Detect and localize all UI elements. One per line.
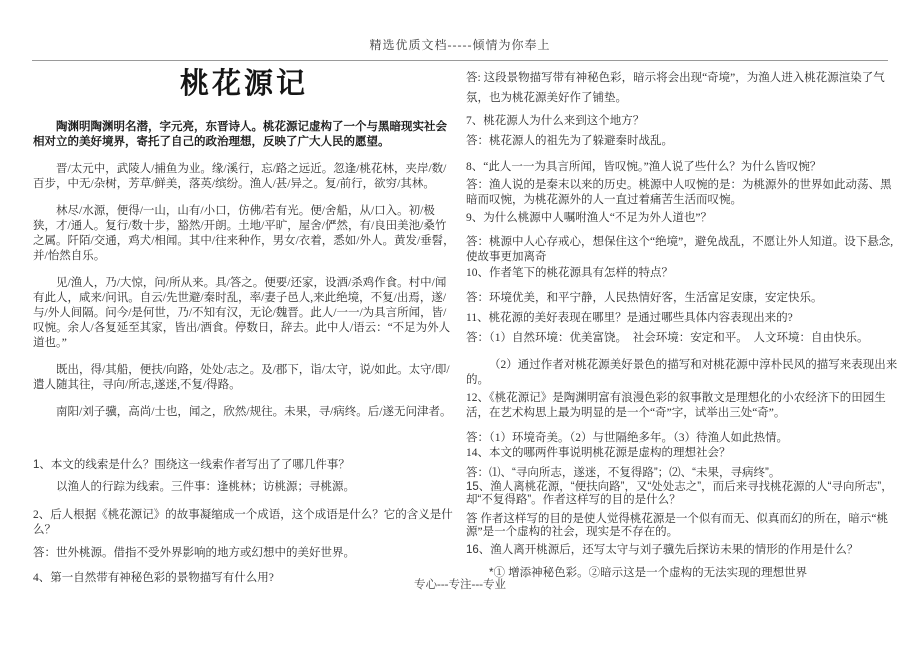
- qa-paragraph: 答：环境优美，和平宁静，人民热情好客，生活富足安康，安定快乐。: [466, 292, 823, 304]
- document-title: 桃花源记: [179, 68, 308, 100]
- qa-paragraph: 9、为什么桃源中人嘱咐渔人“不足为外人道也”？: [466, 212, 712, 224]
- qa-paragraph: 答: 这段景物描写带有神秘色彩，暗示将会出现“奇境”，为渔人进入桃花源渲染了气氛，也为桃花源美好作了铺垫。: [466, 72, 885, 104]
- qa-paragraph: 15、渔人离桃花源，“便扶向路”，又“处处志之”，而后来寻找桃花源的人“寻向所志”，却“不复得路”。作者这样写的目的是什么？: [466, 481, 893, 506]
- qa-paragraph: 答：桃花源人的祖先为了躲避秦时战乱。: [466, 135, 673, 147]
- header-divider: [32, 60, 888, 61]
- page-header: 精选优质文档-----倾情为你奉上: [369, 38, 551, 52]
- qa-paragraph: 2、后人根据《桃花源记》的故事凝缩成一个成语，这个成语是什么？它的含义是什么？: [33, 509, 453, 536]
- classical-text: [33, 162, 455, 420]
- right-column: [466, 62, 902, 581]
- left-column: [33, 62, 455, 586]
- qa-paragraph: 12、《桃花源记》是陶渊明富有浪漫色彩的叙事散文是理想化的小农经济下的田园生活，在艺术构思上最为明显的是一个“奇”字，试举出三处“奇”。: [466, 392, 886, 419]
- qa-paragraph: 7、桃花源人为什么来到这个地方？: [466, 115, 645, 127]
- qa-paragraph: 10、作者笔下的桃花源具有怎样的特点？: [466, 267, 673, 279]
- classical-paragraph: 既出，得/其船，便扶/向路，处处/志之。及/郡下，诣/太守，说/如此。太守/即/遣人随其往，寻向/所志,遂迷,不复/得路。: [33, 364, 450, 391]
- qa-paragraph: 11、桃花源的美好表现在哪里？是通过哪些具体内容表现出来的?: [466, 312, 793, 324]
- qa-paragraph: 答：渔人说的是秦末以来的历史。桃源中人叹惋的是：为桃源外的世界如此动荡、黑暗而叹惋，为桃花源外的人一直过着痛苦生活而叹惋。: [466, 179, 892, 206]
- qa-paragraph: 16、渔人离开桃源后，还写太守与刘子骥先后探访未果的情形的作用是什么？: [466, 544, 859, 556]
- qa-paragraph: 答：（1）自然环境：优美富饶。 社会环境：安定和平。 人文环境：自由快乐。: [466, 332, 869, 344]
- qa-paragraph: 14、本文的哪两件事说明桃花源是虚构的理想社会？: [466, 447, 731, 459]
- qa-paragraph: 以渔人的行踪为线索。三件事：逢桃林；访桃源；寻桃源。: [56, 481, 355, 493]
- qa-paragraph: 1、本文的线索是什么？围绕这一线索作者写出了了哪几件事？: [33, 459, 350, 471]
- classical-paragraph: 晋/太元中，武陵人/捕鱼为业。缘/溪行，忘/路之远近。忽逢/桃花林，夹岸/数/百步，中无/杂树，芳草/鲜美，落英/缤纷。渔人/甚/异之。复/前行，欲穷/其林。: [33, 163, 447, 190]
- qa-paragraph: 答：桃源中人心存戒心，想保住这个“绝境”，避免战乱，不愿让外人知道。设下悬念,使故事更加离奇: [466, 236, 894, 263]
- classical-paragraph: 南阳/刘子骥，高尚/士也，闻之，欣然/规往。未果，寻/病终。后/遂无问津者。: [56, 406, 452, 418]
- classical-paragraph: 见/渔人，乃/大惊，问/所从来。具/答之。便要/还家，设酒/杀鸡作食。村中/闻有此人，咸来/问讯。自云/先世避/秦时乱，率/妻子邑人,来此绝境，不复/出焉，遂/与/外人间隔。问今/是何世，乃/不知有汉，无论/魏晋。此人/一一/为具言所闻，皆/叹惋。余人/各复延至其家，皆出/酒食。停数日，辞去。此中人/语云：“不足为外人道也。”: [33, 277, 451, 349]
- qa-paragraph: 4、第一自然带有神秘色彩的景物描写有什么用?: [33, 572, 274, 584]
- qa-paragraph: 答：（1）环境奇美。（2）与世隔绝多年。（3）待渔人如此热情。: [466, 432, 788, 444]
- qa-paragraph: 答：世外桃源。借指不受外界影响的地方或幻想中的美好世界。: [33, 547, 355, 559]
- qa-paragraph: （2）通过作者对桃花源美好景色的描写和对桃花源中淳朴民风的描写来表现出来的。: [466, 359, 898, 386]
- qa-paragraph: 答 作者这样写的目的是使人觉得桃花源是一个似有而无、似真而幻的所在，暗示“桃源”是一个虚构的社会，现实是不存在的。: [466, 513, 888, 538]
- qa-paragraph: *① 增添神秘色彩。②暗示这是一个虚构的无法实现的理想世界: [489, 567, 808, 579]
- left-qa-list: [33, 458, 455, 586]
- qa-paragraph: 8、“此人一一为具言所闻，皆叹惋。”渔人说了些什么？为什么皆叹惋？: [466, 161, 822, 173]
- author-intro-paragraph: 陶渊明陶渊明名潜，字元亮，东晋诗人。桃花源记虚构了一个与黑暗现实社会相对立的美好境界，寄托了自己的政治理想，反映了广大人民的愿望。: [33, 121, 447, 148]
- page-footer: 专心---专注---专业: [414, 579, 506, 591]
- classical-paragraph: 林尽/水源，便得/一山，山有/小口，仿佛/若有光。便/舍船，从/口入。初/极狭，才/通人。复行/数十步，豁然/开朗。土地/平旷，屋舍/俨然，有/良田美池/桑竹之属。阡陌/交通，鸡犬/相闻。其中/往来种作，男女/衣着，悉如/外人。黄发/垂髫，并/怡然自乐。: [33, 205, 455, 262]
- qa-paragraph: 答：⑴、“寻向所志，遂迷，不复得路”；⑵、“未果，寻病终”。: [466, 467, 781, 479]
